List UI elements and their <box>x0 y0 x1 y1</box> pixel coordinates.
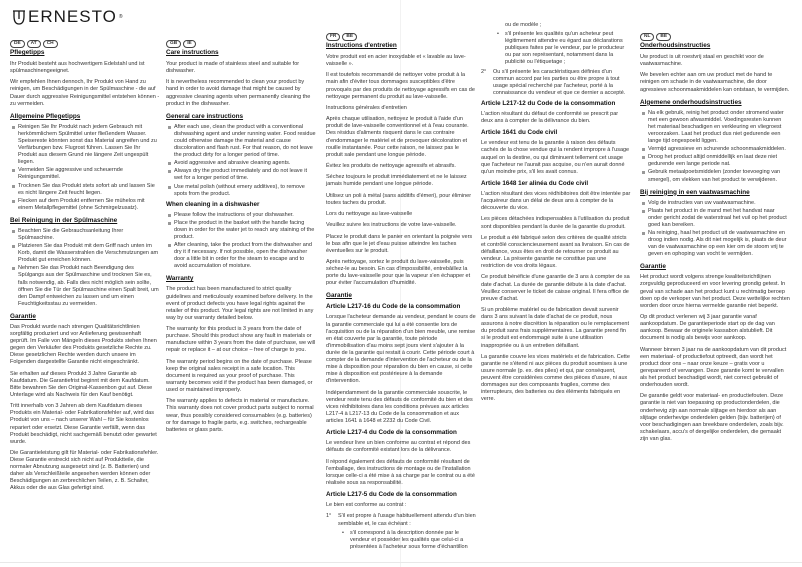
de-warranty-3: Tritt innerhalb von 3 Jahren ab dem Kaufdatum dieses Produkts ein Material- oder Fabrikationsfehler auf, wird das Produkt von uns – nach unserer Wahl – für Sie kostenlos repariert oder ersetzt. Diese Garantie verfällt, wenn das Produkt beschädigt, nicht sachgemäß benutzt oder gewartet wurde. <box>10 403 157 445</box>
list-item: Na reiniging, haal het product uit de vaatwasmachine en droog indien nodig. Als dit niet mogelijk is, plaats de deur van de vaatwasmachine op een kier om de stoom vrij te geven en ophoping van vocht te vermijden. <box>640 230 790 258</box>
list-item-text: S'il est propre à l'usage habituellement attendu d'un bien semblable et, le cas échéant : <box>338 513 476 527</box>
fr-art-l217-4-2: Il répond également des défauts de conformité résultant de l'emballage, des instructions de montage ou de l'installation lorsque celle-ci a été mise à sa charge par le contrat ou a été réalisée sous sa responsabilité. <box>326 458 475 486</box>
list-item: Flecken auf dem Produkt entfernen Sie mühelos mit einem Metallpflegemittel (ohne Schmirgelzusatz). <box>10 198 160 212</box>
country-badges-en <box>166 40 316 48</box>
sub-list-item: • s'il présente les qualités qu'un acheteur peut légitimement attendre eu égard aux déclarations publiques faites par le vendeur, par le producteur ou par son représentant, notamment dans la publicité ou l'étiquetage ; <box>493 31 631 66</box>
de-intro-2: Wir empfehlen Ihnen dennoch, Ihr Produkt von Hand zu reinigen, um Beschädigungen in der Spülmaschine - die auf Dauer durch aggressive Reinigungsmittel entstehen können - zu vermeiden. <box>10 79 160 107</box>
de-dishwasher-list <box>10 228 160 308</box>
fr-dishwasher-2: Placez le produit dans le panier en orientant la poignée vers le bas afin que le jet d'eau puisse atteindre les taches éventuelles sur le produit. <box>326 233 473 254</box>
country-badges-nl <box>640 33 790 41</box>
fr-intro-1: Votre produit est en acier inoxydable et « lavable au lave-vaisselle ». <box>326 54 466 68</box>
en-warranty-title: Warranty <box>166 275 194 283</box>
list-item: Reinigen Sie Ihr Produkt nach jedem Gebrauch mit herkömmlichem Spülmittel unter fließendem Wasser. Speisereste könnten sonst das Material angreifen und zu Verfärbungen bzw. Flugrost führen. Lassen Sie Ihr Produkt aus diesem Grund nie längere Zeit ungespült liegen. <box>10 124 160 167</box>
fr-art-l217-5-sublist-2 <box>481 31 631 66</box>
list-item: Place the product in the basket with the handle facing down in order for the water jet to reach any staining of the product. <box>166 220 316 241</box>
list-number: 1° <box>326 513 332 520</box>
list-number: 2° <box>481 68 487 75</box>
fr-general-3: Séchez toujours le produit immédiatement et ne le laissez jamais humide pendant une longue période. <box>326 174 467 188</box>
fr-art-1648-6: La garantie couvre les vices matériels et de fabrication. Cette garantie ne s'étend ni aux pièces du produit soumises à une usure normale (p. ex. des piles) et qui, par conséquent, peuvent être considérées comme des pièces d'usure, ni aux dommages sur des composants fragiles, comme des interrupteurs, des batteries ou des éléments fabriqués en verre. <box>481 353 630 403</box>
fr-art-1648-5: Si un problème matériel ou de fabrication devait survenir dans 3 ans suivant la date d'achat de ce produit, nous assurons à notre discrétion la réparation ou le remplacement du produit sans frais supplémentaires. La garantie prend fin si le produit est endommagé suite à une utilisation inappropriée ou à un entretien défaillant. <box>481 307 629 349</box>
fr-art-1641-title: Article 1641 du Code civil <box>481 129 558 137</box>
page-bottom-edge <box>0 562 802 563</box>
section-fr-part2 <box>481 22 631 408</box>
brand-name: ERNESTO <box>28 7 117 26</box>
de-title: Pflegetipps <box>10 49 45 56</box>
en-intro-2: It is nevertheless recommended to clean your product by hand in order to avoid damage that might be caused by aggressive cleaning agents when permanently cleaning the product in the dishwasher. <box>166 79 311 107</box>
list-item: Na elk gebruik, reinig het product onder stromend water met een gewoon afwasmiddel. Voedingsresten kunnen het materiaal beschadigen en verkleuring en vliegroest veroorzaken. Laat het product dus niet gedurende een lange tijd ongespoeld liggen. <box>640 110 790 145</box>
fr-art-l217-5-title: Article L217-5 du Code de la consommation <box>326 491 457 499</box>
section-de <box>10 40 160 497</box>
nl-intro-2: We bevelen echter aan om uw product met de hand te reinigen om schade in de vaatwasmachine, die door agressieve schoonmaakmiddelen kan ontstaan, te vermijden. <box>640 72 790 93</box>
en-dishwasher-title: When cleaning in a dishwasher <box>166 200 260 208</box>
country-badges-fr <box>326 33 476 41</box>
en-warranty-4: The warranty applies to defects in material or manufacture. This warranty does not cover product parts subject to normal wear, thus possibly considered consumables (e.g. batteries) or for damage to fragile parts, e.g. switches, rechargeable batteries or glass parts. <box>166 398 314 433</box>
de-warranty-1: Das Produkt wurde nach strengen Qualitätsrichtlinien sorgfältig produziert und vor Anlieferung gewissenhaft geprüft. Im Falle von Mängeln dieses Produkts stehen Ihnen gegen den Verkäufer des Produkts gesetzliche Rechte zu. Diese gesetzlichen Rechte werden durch unsere im Folgenden dargestellte Garantie nicht eingeschränkt. <box>10 323 157 366</box>
fr-art-l217-4-title: Article L217-4 du Code de la consommation <box>326 429 457 437</box>
fr-general-title: Instructions générales d'entretien <box>326 104 407 111</box>
en-warranty-1: The product has been manufactured to strict quality guidelines and meticulously examined before delivery. In the event of product defects you have legal rights against the retailer of this product. Your legal rights are not limited in any way by our warranty detailed below. <box>166 286 314 321</box>
fr-art-l217-5-list-2 <box>481 69 631 97</box>
list-item: Vermijd agressieve en schurende schoonmaakmiddelen. <box>640 146 790 153</box>
fr-art-1648-2: Les pièces détachées indispensables à l'utilisation du produit sont disponibles pendant la durée de la garantie du produit. <box>481 216 630 230</box>
en-warranty-3: The warranty period begins on the date of purchase. Please keep the original sales receipt in a safe location. This document is required as your proof of purchase. This warranty becomes void if the product has been damaged, or used or maintained improperly. <box>166 358 313 394</box>
registered-mark: ® <box>118 14 123 20</box>
fr-art-1641-text: Le vendeur est tenu de la garantie à raison des défauts cachés de la chose vendue qui la rendent impropre à l'usage auquel on la destine, ou qui diminuent tellement cet usage que l'acheteur ne l'aurait pas acquise, ou n'en aurait donné qu'un moindre prix, s'il les avait connus. <box>481 140 630 175</box>
list-item-text: Ou s'il présente les caractéristiques définies d'un commun accord par les parties ou être propre à tout usage spécial recherché par l'acheteur, porté à la connaissance du vendeur et que ce dernier a accepté. <box>493 68 626 96</box>
list-item: After each use, clean the product with a conventional dishwashing agent and under running water. Food residue could otherwise damage the material and cause discoloration and flash rust. For that reason, do not leave the product dirty for a longer period of time. <box>166 124 316 159</box>
nl-warranty-1: Het product wordt volgens strenge kwaliteitsrichtlijnen zorgvuldig geproduceerd en voor levering grondig getest. In geval van schade aan het product kunt u rechtmatig beroep doen op de verkoper van het product. Deze wettelijke rechten worden door onze hierna vermelde garantie niet beperkt. <box>640 274 790 309</box>
fr-dishwasher-1: Veuillez suivre les instructions de votre lave-vaisselle. <box>326 222 457 229</box>
list-item: Avoid aggressive and abrasive cleaning agents. <box>166 160 316 167</box>
en-intro-1: Your product is made of stainless steel and suitable for dishwasher. <box>166 61 300 75</box>
list-item: After cleaning, take the product from the dishwasher and dry it if necessary. If not possible, open the dishwasher door a little bit in order for the steam to escape and to avoid accumulation of moisture. <box>166 242 316 270</box>
badge-be: BE <box>656 33 671 41</box>
fr-dishwasher-title: Lors du nettoyage au lave-vaisselle <box>326 211 413 217</box>
fr-art-l217-16-1: Lorsque l'acheteur demande au vendeur, pendant le cours de la garantie commerciale qui lui a été consentie lors de l'acquisition ou de la réparation d'un bien meuble, une remise en état couverte par la garantie, toute période d'immobilisation d'au moins sept jours vient s'ajouter à la durée de la garantie qui restait à courir. Cette période court à compter de la demande d'intervention de l'acheteur ou de la mise à disposition pour réparation du bien en cause, si cette mise à disposition est postérieure à la demande d'intervention. <box>326 314 476 385</box>
en-general-title: General care instructions <box>166 112 244 120</box>
badge-gb: GB <box>166 40 181 48</box>
list-item: Always dry the product immediately and do not leave it wet for a longer period of time. <box>166 168 316 182</box>
list-item: Nehmen Sie das Produkt nach Beendigung des Spülgangs aus der Spülmaschine und trocknen Sie es, falls notwendig, ab. Falls dies nicht möglich sein sollte, öffnen Sie die Tür der Spülmaschine einen Spalt breit, um den Dampf entweichen zu lassen und um einen Feuchtigkeitsstau zu vermeiden. <box>10 265 160 308</box>
fr-dishwasher-3: Après nettoyage, sortez le produit du lave-vaisselle, puis séchez-le au besoin. En cas d'impossibilité, entrebâillez la porte du lave-vaisselle pour que la vapeur s'en échapper et pour éviter l'accumulation d'humidité. <box>326 259 471 287</box>
badge-de: DE <box>10 40 25 48</box>
nl-dishwasher-list <box>640 200 790 259</box>
fr-art-l217-16-2: Indépendamment de la garantie commerciale souscrite, le vendeur reste tenu des défauts de conformité du bien et des vices rédhibitoires dans les conditions prévues aux articles L217-4 à L217-13 du Code de la consommation et aux articles 1641 à 1648 et 2232 du Code Civil. <box>326 389 473 424</box>
badge-ch: CH <box>43 40 58 48</box>
nl-dishwasher-title: Bij reiniging in een vaatwasmachine <box>640 188 750 196</box>
sub-list-item: • s'il correspond à la description donnée par le vendeur et posséder les qualités que celui-ci a présentées à l'acheteur sous forme d'échantillon <box>338 530 476 551</box>
fr-art-l217-5-list <box>326 513 476 550</box>
section-fr-part1 <box>326 33 476 554</box>
nl-warranty-3: Wanneer binnen 3 jaar na de aankoopdatum van dit product een materiaal- of productiefout optreedt, dan wordt het product door ons – naar onze keuze – gratis voor u gerepareerd of vervangen. Deze garantie komt te vervallen als het product beschadigd wordt, niet correct gebruikt of onderhouden wordt. <box>640 346 787 389</box>
en-title: Care instructions <box>166 49 219 56</box>
list-item <box>481 69 631 97</box>
ernesto-logo-mark-icon <box>12 9 26 26</box>
list-item <box>326 513 476 550</box>
badge-nl: NL <box>640 33 654 41</box>
nl-intro-1: Uw product is uit roestvrij staal en geschikt voor de vaatwasmachine. <box>640 54 764 68</box>
country-badges-de <box>10 40 160 48</box>
fr-title: Instructions d'entretien <box>326 42 397 49</box>
de-warranty-2: Sie erhalten auf dieses Produkt 3 Jahre Garantie ab Kaufdatum. Die Garantiefrist beginnt mit dem Kaufdatum. Bitte bewahren Sie den Original-Kassenbon gut auf. Diese Unterlage wird als Nachweis für den Kauf benötigt. <box>10 370 153 398</box>
en-warranty-2: The warranty for this product is 3 years from the date of purchase. Should this product show any fault in materials or manufacture within 3 years from the date of purchase, we will repair or replace it – at our choice – free of charge to you. <box>166 326 316 354</box>
list-item: Vermeiden Sie aggressive und scheuernde Reinigungsmittel. <box>10 167 160 181</box>
list-item: Platzieren Sie das Produkt mit dem Griff nach unten im Korb, damit die Wasserstrahlen die Verschmutzungen am Produkt gut erreichen können. <box>10 243 160 264</box>
fr-intro-2: Il est toutefois recommandé de nettoyer votre produit à la main afin d'éviter tous dommages susceptibles d'être provoqués par des produits de nettoyage agressifs en cas de nettoyage permanent du produit au lave-vaisselle. <box>326 72 475 100</box>
list-item: Please follow the instructions of your dishwasher. <box>166 212 316 219</box>
section-nl <box>640 33 790 447</box>
list-item: Volg de instructies van uw vaatwasmachine. <box>640 200 790 207</box>
nl-general-list <box>640 110 790 184</box>
nl-warranty-4: De garantie geldt voor materiaal- en productiefouten. Deze garantie is niet van toepassing op productonderdelen, die onderhevig zijn aan normale slijtage en hierdoor als aan slijtage onderhevige onderdelen gelden (bijv. batterijen) of voor beschadigingen aan breekbare onderdelen, zoals bijv. schakelaars, accu's of dergelijke onderdelen, die gemaakt zijn van glas. <box>640 393 784 442</box>
fr-art-l217-12-text: L'action résultant du défaut de conformité se prescrit par deux ans à compter de la délivrance du bien. <box>481 110 619 125</box>
list-item: Use metal polish (without emery additives), to remove spots from the product. <box>166 184 316 198</box>
de-warranty-4: Die Garantieleistung gilt für Material- oder Fabrikationsfehler. Diese Garantie erstreckt sich nicht auf Produktteile, die normaler Abnutzung ausgesetzt sind (z. B. Batterien) und daher als Verschleißteile angesehen werden können oder Beschädigungen an zerbrechlichen Teilen, z. B. Schalter, Akkus oder die aus Glas gefertigt sind. <box>10 449 159 492</box>
en-general-list <box>166 124 316 198</box>
fr-art-1648-title: Article 1648 1er alinéa du Code civil <box>481 179 589 187</box>
fr-art-l217-16-title: Article L217-16 du Code de la consommation <box>326 303 461 311</box>
fr-sub1-continued: ou de modèle ; <box>505 22 542 28</box>
badge-at: AT <box>27 40 41 48</box>
fr-general-1: Après chaque utilisation, nettoyez le produit à l'aide d'un produit de lave-vaisselle conventionnel et à l'eau courante. Des résidus d'aliments risquent dans le cas contraire d'endommager le matériel et de provoquer décoloration et rouille instantanée. Pour cette raison, ne laissez pas le produit sale pendant une longue période. <box>326 116 469 158</box>
badge-be: BE <box>342 33 357 41</box>
fr-art-1648-1: L'action résultant des vices rédhibitoires doit être intentée par l'acquéreur dans un délai de deux ans à compter de la découverte du vice. <box>481 190 631 212</box>
list-item: Gebruik metaalpoetsmiddelen (zonder toevoeging van smergel), om vlekken van het product te verwijderen. <box>640 169 790 183</box>
fr-art-l217-5-intro: Le bien est conforme au contrat : <box>326 502 407 509</box>
list-item: Plaats het product in de mand met het handvat naar onder gericht zodat de waterstraal het vuil op het product goed kan bereiken. <box>640 208 790 229</box>
de-dishwasher-title: Bei Reinigung in der Spülmaschine <box>10 216 118 224</box>
nl-general-title: Algemene onderhoudsinstructies <box>640 98 742 106</box>
fr-art-l217-5-sublist <box>338 530 476 551</box>
badge-ie: IE <box>183 40 196 48</box>
fr-art-l217-12-title: Article L217-12 du Code de la consommation <box>481 99 616 107</box>
de-intro-1: Ihr Produkt besteht aus hochwertigem Edelstahl und ist spülmaschinengeeignet. <box>10 61 145 75</box>
list-item: Beachten Sie die Gebrauchsanleitung Ihrer Spülmaschine. <box>10 228 160 242</box>
fr-art-1648-4: Ce produit bénéficie d'une garantie de 3 ans à compter de sa date d'achat. La durée de garantie débute à la date d'achat. Veuillez conserver le ticket de caisse original. Il fera office de preuve d'achat. <box>481 274 630 302</box>
nl-warranty-2: Op dit product verlenen wij 3 jaar garantie vanaf aankoopdatum. De garantieperiode start op de dag van aankoop. Bewaar de originele kassabon alstublieft. Dit document is nodig als bewijs voor aankoop. <box>640 314 775 342</box>
brand-logo <box>12 8 123 26</box>
fr-art-1648-3: Le produit a été fabriqué selon des critères de qualité stricts et contrôlé consciencieusement avant sa livraison. En cas de défaillance, vous êtes en droit de retourner ce produit au vendeur. La présente garantie ne constitue pas une restriction de vos droits légaux. <box>481 234 630 270</box>
nl-warranty-title: Garantie <box>640 263 666 271</box>
nl-title: Onderhoudsinstructies <box>640 42 711 49</box>
de-general-title: Allgemeine Pflegetipps <box>10 112 81 120</box>
badge-fr: FR <box>326 33 340 41</box>
fr-general-2: Évitez les produits de nettoyage agressifs et abrasifs. <box>326 162 456 169</box>
en-dishwasher-list <box>166 212 316 271</box>
fr-general-4: Utilisez un poli à métal (sans additifs d'émeri), pour éliminer toutes taches du produit. <box>326 192 472 206</box>
de-warranty-title: Garantie <box>10 312 36 320</box>
de-general-list <box>10 124 160 212</box>
list-item: Droog het product altijd onmiddellijk en laat deze niet gedurende een lange periode nat. <box>640 154 790 168</box>
fr-art-l217-4-1: Le vendeur livre un bien conforme au contrat et répond des défauts de conformité existant lors de la délivrance. <box>326 440 471 454</box>
fr-warranty-title: Garantie <box>326 292 352 300</box>
section-en <box>166 40 316 438</box>
list-item: Trocknen Sie das Produkt stets sofort ab und lassen Sie es nicht längere Zeit feucht liegen. <box>10 183 160 197</box>
